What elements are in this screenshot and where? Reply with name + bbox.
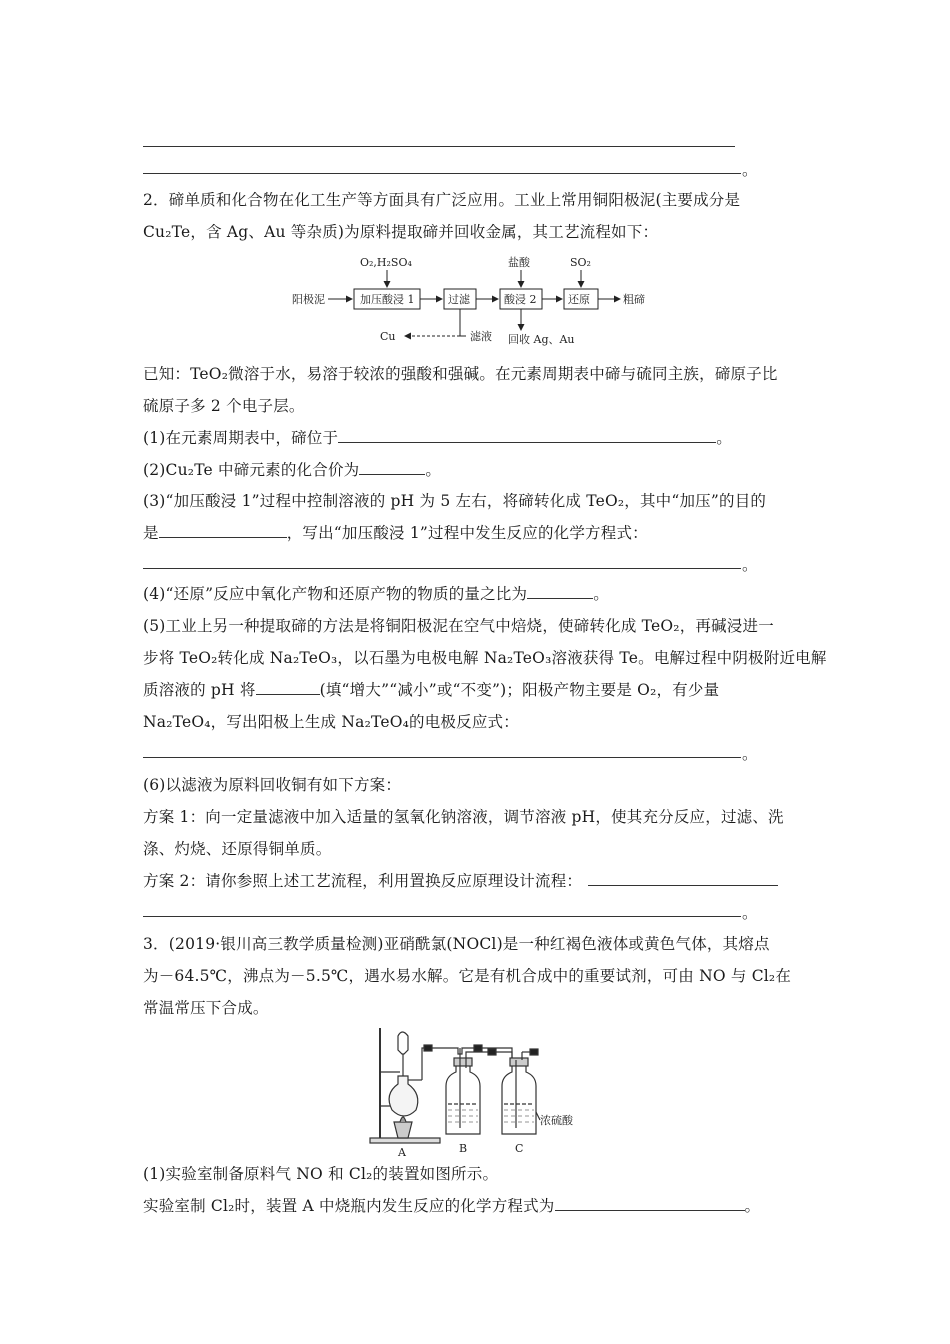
flow-step1: 加压酸浸 1 [360, 293, 415, 306]
q2-part4-text: (4)“还原”反应中氧化产物和还原产物的物质的量之比为 [143, 585, 528, 603]
period: 。 [593, 585, 609, 603]
period: 。 [742, 904, 758, 922]
flow-step2: 过滤 [448, 293, 470, 306]
answer-blank[interactable] [159, 523, 287, 538]
answer-line[interactable] [143, 146, 735, 147]
q2-part5-line2: 步将 TeO₂转化成 Na₂TeO₃，以石墨为电极电解 Na₂TeO₃溶液获得 Te。电解过程中阴极附近电解 [143, 649, 827, 667]
q2-part3-line2b: ，写出“加压酸浸 1”过程中发生反应的化学方程式： [286, 524, 648, 542]
q2-part1-text: (1)在元素周期表中，碲位于 [143, 429, 339, 447]
apparatus-label-b: B [459, 1142, 468, 1155]
flow-step3: 酸浸 2 [504, 293, 537, 306]
q2-plan2 [143, 871, 778, 891]
flow-step4-reagent: SO₂ [570, 256, 591, 269]
apparatus-diagram [362, 1024, 592, 1158]
flow-step3-reagent: 盐酸 [508, 256, 530, 269]
q2-part3-line2a: 是 [143, 524, 159, 542]
flow-start: 阳极泥 [292, 293, 325, 306]
q2-part1 [143, 428, 732, 448]
q2-known-line1: 已知：TeO₂微溶于水，易溶于较浓的强酸和强碱。在元素周期表中碲与硫同主族，碲原子比 [143, 365, 778, 383]
q3-line2: 为－64.5℃，沸点为－5.5℃，遇水易水解。它是有机合成中的重要试剂，可由 NO 与 Cl₂在 [143, 967, 792, 985]
flow-end: 粗碲 [623, 293, 645, 306]
q2-part2 [143, 460, 441, 480]
q2-part5-line3b: (填“增大”“减小”或“不变”)；阳极产物主要是 O₂，有少量 [319, 681, 720, 699]
period: 。 [744, 1197, 761, 1215]
q2-part5-line4: Na₂TeO₄，写出阳极上生成 Na₂TeO₄的电极反应式： [143, 713, 519, 731]
answer-line[interactable] [143, 757, 741, 758]
q2-plan1-line1: 方案 1：向一定量滤液中加入适量的氢氧化钠溶液，调节溶液 pH，使其充分反应，过滤、洗 [143, 808, 784, 826]
q2-known-line2: 硫原子多 2 个电子层。 [143, 397, 305, 415]
period: 。 [716, 429, 732, 447]
q2-plan2-text: 方案 2：请你参照上述工艺流程，利用置换反应原理设计流程： [143, 872, 583, 890]
period: 。 [742, 556, 758, 574]
q3-line3: 常温常压下合成。 [143, 999, 269, 1017]
q2-part3-line1: (3)“加压酸浸 1”过程中控制溶液的 pH 为 5 左右，将碲转化成 TeO₂，其中“加压”的目的 [143, 492, 767, 510]
answer-blank[interactable] [256, 680, 320, 695]
answer-blank[interactable] [338, 428, 716, 443]
flow-filtrate-product: Cu [380, 330, 396, 343]
apparatus-label-a: A [398, 1146, 406, 1159]
q2-part5-line1: (5)工业上另一种提取碲的方法是将铜阳极泥在空气中焙烧，使碲转化成 TeO₂，再碱浸进一 [143, 617, 774, 635]
answer-blank[interactable] [527, 584, 593, 599]
q3-part1-sub [143, 1196, 760, 1216]
q2-part2-text: (2)Cu₂Te 中碲元素的化合价为 [143, 461, 360, 479]
answer-line[interactable] [143, 173, 741, 174]
q2-part5-line3 [143, 680, 719, 700]
flow-step1-reagent: O₂,H₂SO₄ [360, 256, 412, 269]
q3-part1-sub-text: 实验室制 Cl₂时，装置 A 中烧瓶内发生反应的化学方程式为 [143, 1197, 555, 1215]
process-flowchart [290, 252, 645, 352]
apparatus-label-c: C [515, 1142, 524, 1155]
q2-intro-line1: 2．碲单质和化合物在化工生产等方面具有广泛应用。工业上常用铜阳极泥(主要成分是 [143, 191, 741, 209]
period: 。 [425, 461, 442, 479]
q2-part6: (6)以滤液为原料回收铜有如下方案： [143, 776, 402, 794]
period: 。 [742, 745, 758, 763]
q3-line1: 3．(2019·银川高三教学质量检测)亚硝酰氯(NOCl)是一种红褐色液体或黄色气体，其熔点 [143, 935, 770, 953]
q3-part1: (1)实验室制备原料气 NO 和 Cl₂的装置如图所示。 [143, 1165, 499, 1183]
answer-blank[interactable] [555, 1196, 745, 1211]
q2-part3-line2 [143, 523, 648, 543]
flow-step4: 还原 [568, 293, 590, 306]
flow-recover: 回收 Ag、Au [508, 333, 575, 346]
q2-part4 [143, 584, 609, 604]
q2-part5-line3a: 质溶液的 pH 将 [143, 681, 256, 699]
period: 。 [742, 161, 758, 179]
answer-line[interactable] [143, 568, 741, 569]
flow-filtrate: 滤液 [470, 330, 492, 343]
q2-intro-line2: Cu₂Te，含 Ag、Au 等杂质)为原料提取碲并回收金属，其工艺流程如下： [143, 223, 659, 241]
answer-line[interactable] [143, 916, 741, 917]
answer-blank[interactable] [588, 871, 778, 886]
q2-plan1-line2: 涤、灼烧、还原得铜单质。 [143, 840, 332, 858]
answer-blank[interactable] [359, 460, 425, 475]
apparatus-acid-label: 浓硫酸 [540, 1114, 573, 1127]
